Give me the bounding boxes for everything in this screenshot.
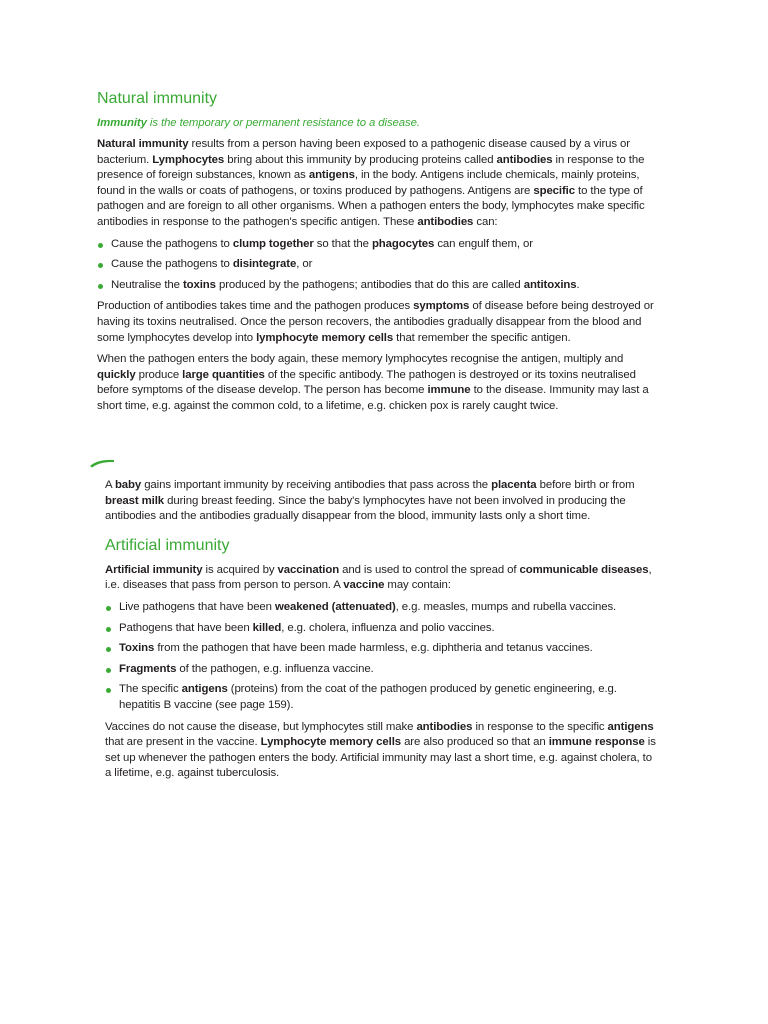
bold-term: symptoms xyxy=(413,300,470,313)
bold-term: Toxins xyxy=(119,642,155,655)
bold-term: phagocytes xyxy=(371,237,435,250)
bold-term: antibodies xyxy=(496,153,553,166)
text-run: Live pathogens that have been xyxy=(119,600,275,613)
text-run: of the pathogen, e.g. influenza vaccine. xyxy=(176,662,374,675)
bold-term: antitoxins xyxy=(523,278,577,291)
text-run: (proteins) from the coat of the pathogen produced by genetic engineering, e.g. hepatitis B vaccine (see page 159). xyxy=(119,683,617,711)
text-run: gains important immunity by receiving antibodies that pass across the xyxy=(141,479,492,491)
text-run: can: xyxy=(473,215,498,228)
list-item xyxy=(105,621,657,637)
artificial-immunity-heading: Artificial immunity xyxy=(105,536,230,554)
bold-term: disintegrate xyxy=(232,258,297,271)
text-run: during breast feeding. Since the baby's lymphocytes have not been involved in producing the antibodies and the antibodies gradually disappear from the blood, immunity lasts only a short time. xyxy=(105,494,626,523)
list-item xyxy=(105,641,657,657)
bold-term: communicable diseases xyxy=(519,563,649,576)
bold-term: antigens xyxy=(607,720,654,733)
text-run: so that the xyxy=(313,237,372,250)
natural-paragraph-1 xyxy=(97,137,657,231)
text-run: When the pathogen enters the body again, these memory lymphocytes recognise the antigen, multiply and xyxy=(97,353,624,366)
antibody-actions-list xyxy=(97,237,657,294)
bold-term: specific xyxy=(533,184,575,197)
artificial-paragraph-1 xyxy=(105,563,657,594)
text-run: The specific xyxy=(119,683,182,696)
bold-term: baby xyxy=(114,479,142,491)
list-item xyxy=(97,278,657,294)
text-run: are also produced so that an xyxy=(401,736,549,749)
text-run: produce xyxy=(135,368,183,381)
text-run: that are present in the vaccine. xyxy=(105,736,261,749)
bold-term: Fragments xyxy=(119,662,177,675)
text-run: of the specific antibody. The pathogen is destroyed or its toxins neutralised before symptoms of the disease develop. The person has become xyxy=(97,368,636,397)
bold-term: Natural immunity xyxy=(97,138,189,150)
bold-term: large quantities xyxy=(182,368,265,381)
baby-immunity-paragraph xyxy=(105,478,657,525)
bold-term: vaccine xyxy=(343,579,385,592)
text-run: produced by the pathogens; antibodies that do this are called xyxy=(215,278,524,291)
text-run: may contain: xyxy=(384,579,451,592)
text-run: Neutralise the xyxy=(111,278,183,291)
text-run: Cause the pathogens to xyxy=(111,237,233,250)
text-run: that remember the specific antigen. xyxy=(393,331,571,344)
text-run: is acquired by xyxy=(202,563,278,576)
bold-term: immune xyxy=(427,384,471,397)
bold-term: killed xyxy=(252,621,282,634)
list-item xyxy=(97,237,657,253)
text-run: , or xyxy=(296,258,313,271)
natural-paragraph-3 xyxy=(97,352,657,414)
bold-term: Lymphocyte memory cells xyxy=(260,736,401,749)
natural-immunity-heading: Natural immunity xyxy=(97,90,218,107)
definition-text: is the temporary or permanent resistance to a disease. xyxy=(146,117,420,129)
bold-term: placenta xyxy=(491,479,537,491)
text-run: in response to the presence of foreign substances, known as xyxy=(97,153,645,182)
bold-term: Artificial immunity xyxy=(105,563,203,576)
text-run: Production of antibodies takes time and the pathogen produces xyxy=(97,300,414,313)
text-run: from the pathogen that have been made harmless, e.g. diphtheria and tetanus vaccines. xyxy=(154,642,593,655)
bold-term: immune response xyxy=(548,736,645,749)
text-run: , i.e. diseases that pass from person to person. A xyxy=(105,563,652,592)
text-run: . xyxy=(576,278,580,291)
definition-term: Immunity xyxy=(97,117,147,129)
text-run: , e.g. measles, mumps and rubella vaccines. xyxy=(395,600,617,613)
list-item xyxy=(105,662,657,678)
list-item xyxy=(97,257,657,273)
list-item xyxy=(105,682,657,713)
text-run: of disease before being destroyed or having its toxins neutralised. Once the person recovers, the antibodies gradually disappear from the blood and some lymphocytes develop into xyxy=(97,300,654,344)
text-run: in response to the specific xyxy=(472,720,608,733)
text-run: , in the body. Antigens include chemicals, mainly proteins, found in the walls or coats of pathogens, or toxins produced by pathogens. Antigens are xyxy=(97,169,640,197)
text-run: bring about this immunity by producing proteins called xyxy=(224,153,497,166)
text-run: Cause the pathogens to xyxy=(111,258,233,271)
bold-term: antigens xyxy=(308,169,355,182)
bold-term: antibodies xyxy=(417,215,474,228)
bold-term: vaccination xyxy=(277,563,340,576)
artificial-paragraph-2 xyxy=(105,720,657,782)
text-run: to the disease. Immunity may last a short time, e.g. against the common cold, to a lifetime, e.g. chicken pox is rarely caught twice. xyxy=(97,384,649,412)
text-run: Pathogens that have been xyxy=(119,621,253,634)
bold-term: clump together xyxy=(232,237,314,250)
text-run: , e.g. cholera, influenza and polio vaccines. xyxy=(281,621,495,634)
natural-immunity-section xyxy=(97,88,657,421)
text-run: is set up whenever the pathogen enters the body. Artificial immunity may last a short time, e.g. against cholera, to a lifetime, e.g. against tuberculosis. xyxy=(105,736,656,780)
artificial-immunity-section xyxy=(105,478,657,788)
text-run: Vaccines do not cause the disease, but lymphocytes still make xyxy=(105,720,417,733)
text-run: before birth or from xyxy=(536,479,635,491)
list-item xyxy=(105,600,657,616)
bold-term: Lymphocytes xyxy=(152,153,225,166)
bold-term: quickly xyxy=(97,368,136,381)
text-run: results from a person having been exposed to a pathogenic disease caused by a virus or bacterium. xyxy=(97,138,630,166)
bold-term: lymphocyte memory cells xyxy=(256,331,394,344)
vaccine-contents-list xyxy=(105,600,657,714)
bold-term: breast milk xyxy=(105,494,165,507)
natural-paragraph-2 xyxy=(97,299,657,346)
bold-term: toxins xyxy=(182,278,216,291)
section-divider-swoosh xyxy=(90,458,114,468)
text-run: to the type of pathogen and are foreign to all other organisms. When a pathogen enters the body, lymphocytes make specific antibodies in response to the pathogen's specific antigen. These xyxy=(97,184,645,228)
bold-term: antigens xyxy=(181,683,228,696)
immunity-definition xyxy=(97,116,657,131)
text-run: and is used to control the spread of xyxy=(339,563,520,576)
text-run: A xyxy=(105,479,115,491)
bold-term: weakened (attenuated) xyxy=(274,600,396,613)
bold-term: antibodies xyxy=(416,720,473,733)
text-run: can engulf them, or xyxy=(434,237,533,250)
